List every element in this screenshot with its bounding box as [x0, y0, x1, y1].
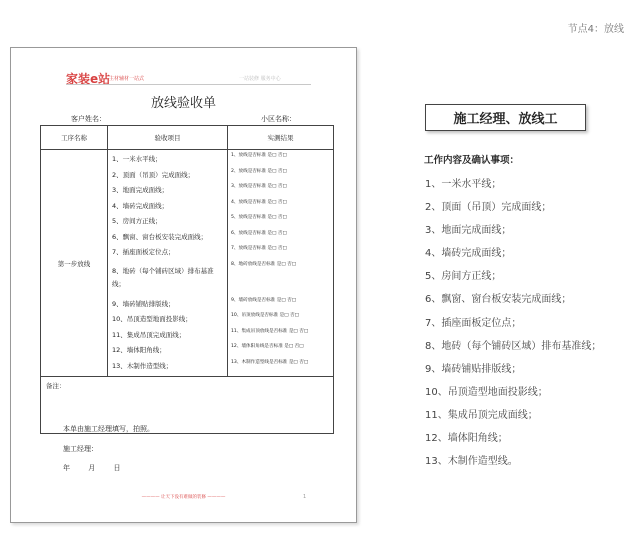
result-check-item[interactable]: 3、放线是否标准 是□ 否□: [231, 184, 287, 189]
header-right-text: 一站装修 服务中心: [239, 76, 281, 82]
result-check-item[interactable]: 9、墙砖放线是否标准 是□ 否□: [231, 297, 297, 303]
list-item: 10、吊顶造型地面投影线；: [112, 315, 192, 323]
community-name-label: 小区名称：: [261, 115, 296, 123]
list-item: 12、墙体阳角线；: [112, 346, 166, 354]
content-title: 工作内容及确认事项：: [424, 155, 520, 166]
col-items-header: 验收项目: [108, 126, 228, 150]
list-item: 9、墙砖铺贴排版线；: [112, 299, 175, 308]
list-item: 9、墙砖铺贴排版线；: [425, 363, 522, 375]
items-cell: [108, 150, 228, 377]
result-check-item[interactable]: 6、放线是否标准 是□ 否□: [231, 230, 287, 236]
list-item: 8、地砖（每个铺砖区域）排布基准线；: [425, 340, 602, 352]
table-body-row: [41, 150, 334, 377]
result-check-item[interactable]: 2、放线是否标准 是□ 否□: [231, 168, 287, 174]
remark-label: 备注：: [41, 377, 334, 434]
result-check-item[interactable]: 11、集成吊顶放线是否标准 是□ 否□: [231, 328, 309, 334]
form-title: 放线验收单: [150, 96, 216, 111]
result-check-item[interactable]: 8、地砖放线是否标准 是□ 否□: [231, 261, 297, 267]
work-content-list: [425, 175, 601, 475]
result-check-item[interactable]: 13、木制作造型线是否标准 是□ 否□: [231, 359, 309, 365]
brand-logo: 家装e站: [66, 72, 111, 86]
list-item: 8、地砖（每个铺砖区域）排布基准线；: [112, 266, 214, 288]
manager-sign-label: 施工经理：: [63, 445, 98, 453]
acceptance-form-sheet: [10, 47, 357, 523]
node-label: 节点4：放线: [567, 24, 624, 35]
col-stage-header: 工序名称: [41, 126, 108, 150]
form-note: 本单由施工经理填写，拍照。: [63, 425, 154, 433]
list-item: 11、集成吊顶完成面线；: [112, 330, 186, 339]
list-item: 4、墙砖完成面线；: [425, 248, 512, 260]
list-item: 13、木制作造型线；: [112, 361, 173, 370]
list-item: 6、飘窗、窗台板安装完成面线；: [425, 294, 572, 306]
list-item: 1、一米水平线；: [425, 179, 502, 190]
list-item: 13、木制作造型线。: [425, 456, 518, 468]
list-item: 7、插座面板定位点；: [425, 317, 522, 329]
result-check-item[interactable]: 5、放线是否标准 是□ 否□: [231, 215, 287, 220]
brand-slogan: 主材辅材一站式: [109, 76, 145, 82]
result-check-item[interactable]: 1、放线是否标准 是□ 否□: [231, 153, 287, 158]
list-item: 2、顶面（吊顶）完成面线；: [112, 170, 195, 179]
date-label: 年 月 日: [63, 464, 121, 472]
list-item: 12、墙体阳角线；: [425, 433, 508, 445]
list-item: 10、吊顶造型地面投影线；: [425, 386, 548, 398]
list-item: 6、飘窗、窗台板安装完成面线；: [112, 232, 208, 241]
result-check-item[interactable]: 4、放线是否标准 是□ 否□: [231, 199, 287, 205]
form-footer-slogan: ———— 让天下没有难做的装修 ————: [141, 495, 226, 500]
header-divider: [66, 84, 311, 85]
customer-name-label: 客户姓名：: [71, 115, 106, 123]
role-title-box: 施工经理、放线工: [425, 104, 586, 131]
col-result-header: 实测结果: [228, 126, 334, 150]
page-number: 1: [303, 494, 307, 500]
result-check-item[interactable]: 10、吊顶放线是否标准 是□ 否□: [231, 313, 299, 318]
list-item: 5、房间方正线；: [425, 271, 502, 283]
result-check-item[interactable]: 7、放线是否标准 是□ 否□: [231, 246, 287, 251]
list-item: 2、顶面（吊顶）完成面线；: [425, 202, 552, 214]
results-cell: [228, 150, 334, 377]
list-item: 3、地面完成面线；: [425, 225, 512, 237]
list-item: 7、插座面板定位点；: [112, 248, 175, 256]
list-item: 4、墙砖完成面线；: [112, 201, 169, 210]
list-item: 3、地面完成面线；: [112, 186, 169, 194]
list-item: 1、一米水平线；: [112, 155, 162, 163]
result-check-item[interactable]: 12、墙体阳角线是否标准 是□ 否□: [231, 344, 304, 349]
list-item: 11、集成吊顶完成面线；: [425, 409, 538, 421]
table-header-row: [41, 126, 334, 150]
list-item: 5、房间方正线；: [112, 217, 162, 225]
stage-name: 第一步放线: [41, 150, 108, 377]
acceptance-table: [40, 125, 334, 434]
